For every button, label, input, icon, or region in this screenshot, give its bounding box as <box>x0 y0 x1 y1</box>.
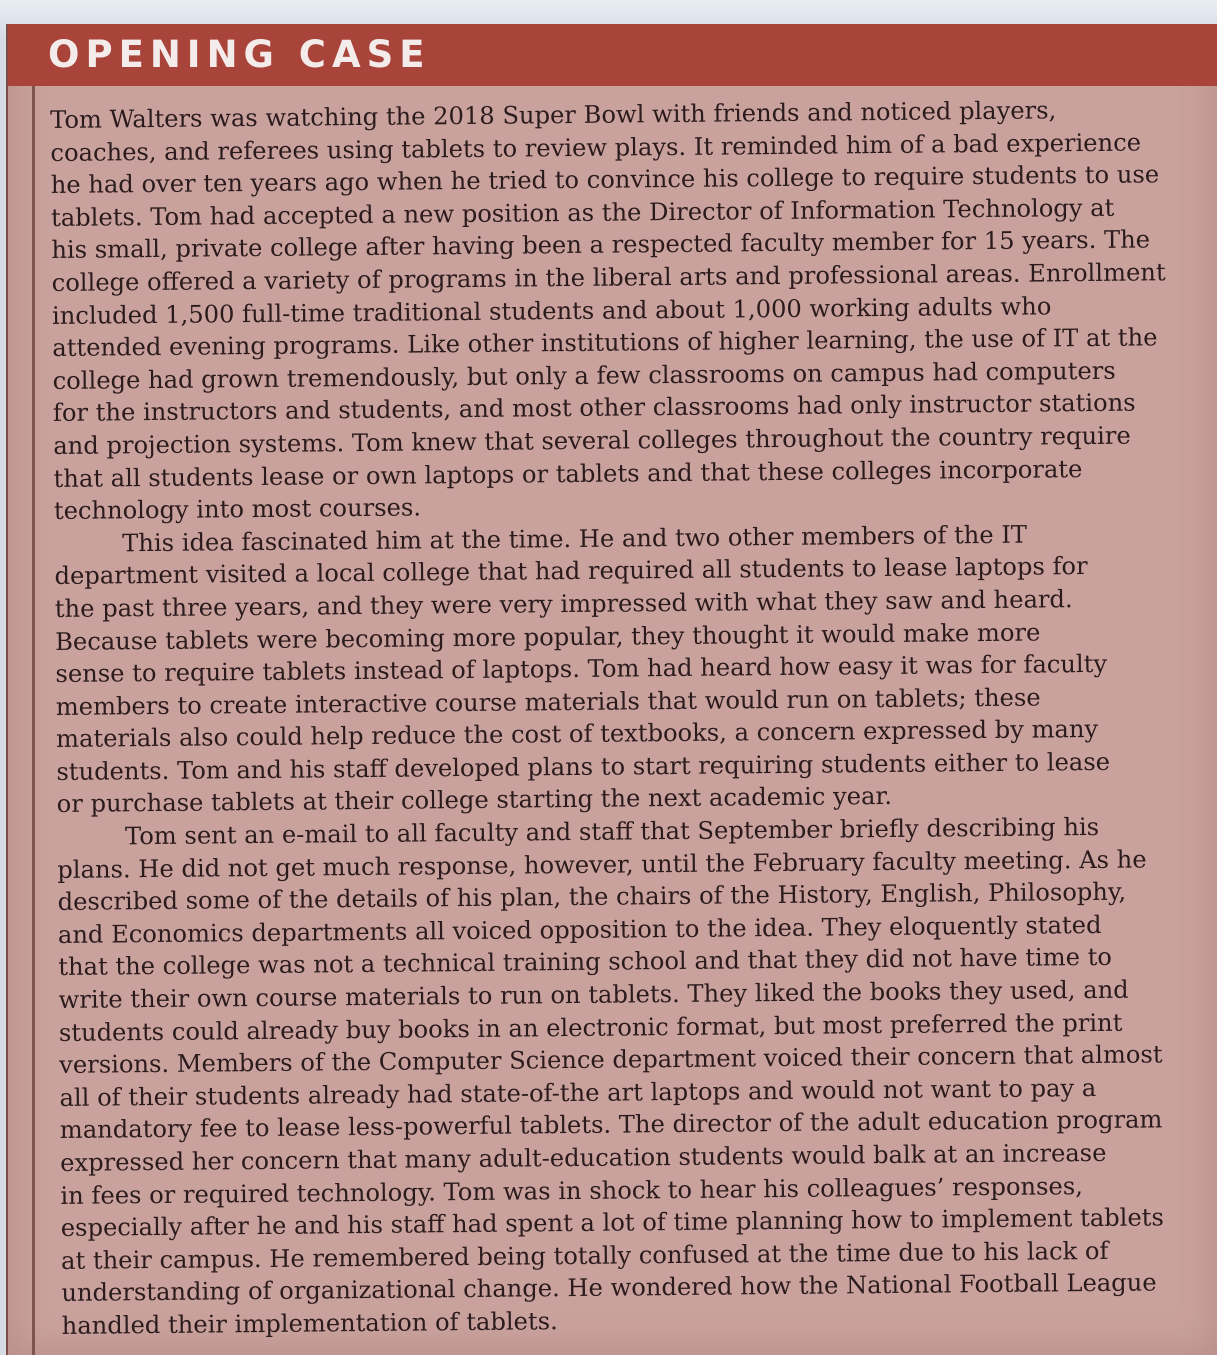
text-line: Tom sent an e-mail to all faculty and staff that September briefly describing his <box>124 813 1100 851</box>
section-title: OPENING CASE <box>48 33 431 76</box>
text-line: and Economics departments all voiced opposition to the idea. They eloquently stated <box>57 910 1102 949</box>
text-line: attended evening programs. Like other institutions of higher learning, the use of IT at the <box>52 323 1158 363</box>
text-line: mandatory fee to lease less-powerful tablets. The director of the adult education program <box>59 1105 1163 1145</box>
text-line: his small, private college after having been a respected faculty member for 15 years. The <box>51 225 1151 265</box>
text-line: that all students lease or own laptops or tablets and that these colleges incorporate <box>53 454 1083 493</box>
text-line: that the college was not a technical training school and that they did not have time to <box>58 943 1113 982</box>
case-body <box>50 93 1202 1342</box>
text-line: students could already buy books in an electronic format, but most preferred the print <box>58 1008 1123 1047</box>
text-line: members to create interactive course materials that would run on tablets; these <box>55 683 1041 721</box>
text-line: understanding of organizational change. He wondered how the National Football League <box>61 1268 1157 1308</box>
text-line: This idea fascinated him at the time. He and two other members of the IT <box>122 520 1028 558</box>
text-line: sense to require tablets instead of laptops. Tom had heard how easy it was for faculty <box>55 649 1108 689</box>
paragraph-2 <box>54 517 1197 821</box>
text-line: Tom Walters was watching the 2018 Super Bowl with friends and noticed players, <box>50 96 1057 134</box>
text-line: coaches, and referees using tablets to review plays. It reminded him of a bad experience <box>50 128 1142 167</box>
text-line: or purchase tablets at their college starting the next academic year. <box>56 782 893 819</box>
text-line: handled their implementation of tablets. <box>61 1307 558 1340</box>
text-line: technology into most courses. <box>53 493 422 526</box>
text-line: college offered a variety of programs in the liberal arts and professional areas. Enrollment <box>51 258 1166 297</box>
text-line: tablets. Tom had accepted a new position as the Director of Information Technology at <box>50 193 1115 232</box>
header-bar <box>8 24 1217 86</box>
text-line: he had over ten years ago when he tried to convince his college to require students to use <box>50 160 1160 200</box>
text-line: included 1,500 full-time traditional students and about 1,000 working adults who <box>51 291 1052 330</box>
text-line: especially after he and his staff had spent a lot of time planning how to implement tablets <box>60 1203 1164 1243</box>
text-line: plans. He did not get much response, however, until the February faculty meeting. As he <box>57 845 1147 884</box>
paragraph-1 <box>50 93 1194 528</box>
text-line: materials also could help reduce the cost of textbooks, a concern expressed by many <box>55 715 1099 754</box>
text-line: write their own course materials to run on tablets. They liked the books they used, and <box>58 975 1129 1014</box>
text-line: and projection systems. Tom knew that several colleges throughout the country require <box>53 421 1131 460</box>
text-line: Because tablets were becoming more popular, they thought it would make more <box>55 618 1041 656</box>
text-line: college had grown tremendously, but only a few classrooms on campus had computers <box>52 356 1116 395</box>
text-line: students. Tom and his staff developed plans to start requiring students either to lease <box>56 747 1111 786</box>
text-line: department visited a local college that had required all students to lease laptops for <box>54 552 1088 591</box>
text-line: for the instructors and students, and most other classrooms had only instructor stations <box>52 388 1136 428</box>
text-line: the past three years, and they were very impressed with what they saw and heard. <box>54 585 1073 623</box>
opening-case-box <box>6 24 1217 1355</box>
text-line: expressed her concern that many adult-education students would balk at an increase <box>60 1138 1107 1177</box>
paragraph-3 <box>57 810 1202 1342</box>
text-line: all of their students already had state-of-the art laptops and would not want to pay a <box>59 1073 1097 1112</box>
text-line: in fees or required technology. Tom was in shock to hear his colleagues’ responses, <box>60 1171 1083 1210</box>
text-line: versions. Members of the Computer Science department voiced their concern that almost <box>59 1040 1163 1080</box>
text-line: at their campus. He remembered being totally confused at the time due to his lack of <box>60 1236 1109 1275</box>
text-line: described some of the details of his plan, the chairs of the History, English, Philosophy, <box>57 877 1127 917</box>
